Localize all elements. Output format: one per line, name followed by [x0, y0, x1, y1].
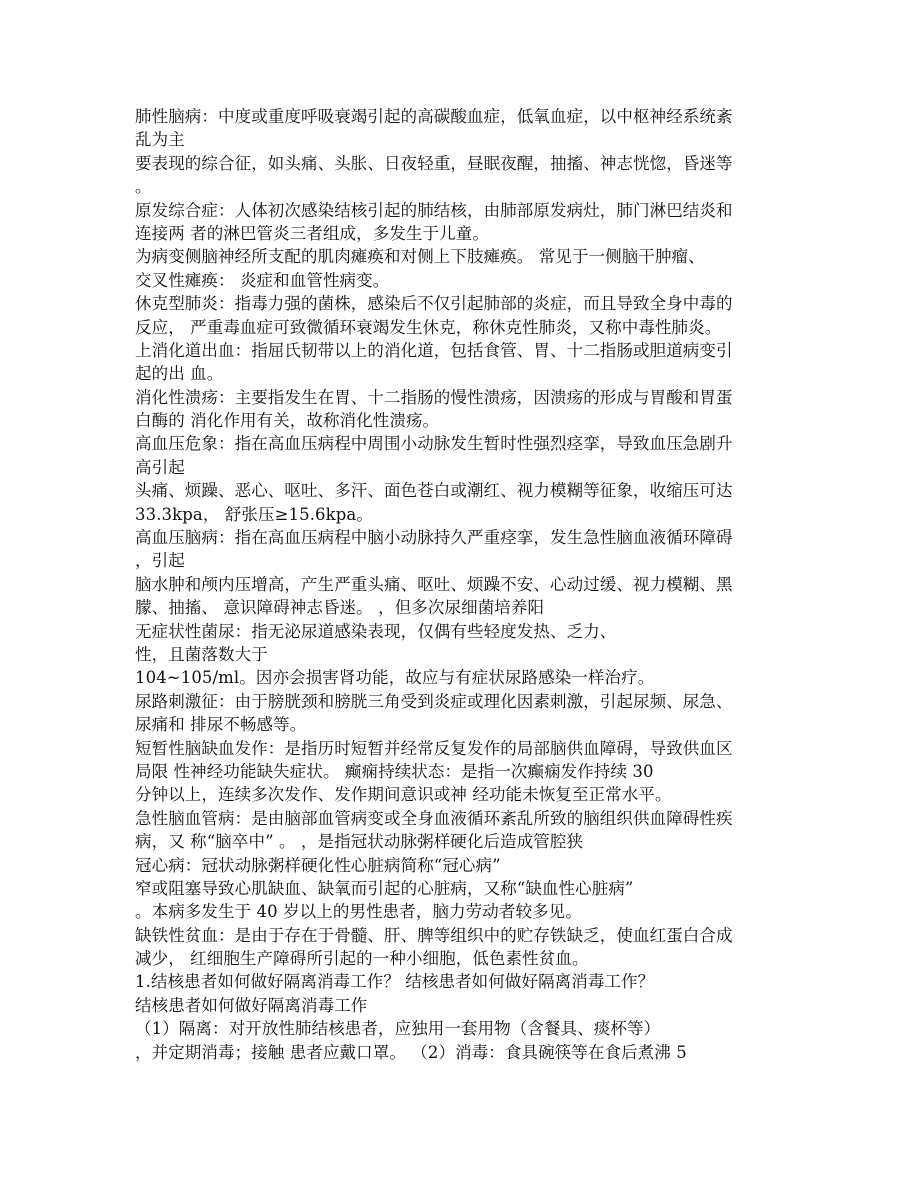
text-line: 高血压脑病：指在高血压病程中脑小动脉持久严重痉挛，发生急性脑血液循环障碍: [135, 528, 733, 548]
text-line: [135, 1064, 795, 1087]
text-line: 高血压危象：指在高血压病程中周围小动脉发生暂时性强烈痉挛，导致血压急剧升: [135, 434, 733, 454]
text-line: 性，且菌落数大于: [135, 644, 268, 664]
text-line: 交叉性瘫痪： 炎症和血管性病变。: [135, 270, 390, 290]
text-line: 冠心病：冠状动脉粥样硬化性心脏病简称“冠心病”: [135, 855, 501, 875]
text-line: 急性脑血管病：是由脑部血管病变或全身血液循环紊乱所致的脑组织供血障碍性疾: [135, 808, 733, 828]
text-line: 缺铁性贫血：是由于存在于骨髓、肝、脾等组织中的贮存铁缺乏，使血红蛋白合成: [135, 925, 733, 945]
text-line: 1.结核患者如何做好隔离消毒工作？ 结核患者如何做好隔离消毒工作？: [135, 972, 655, 992]
text-line: 尿路刺激征：由于膀胱颈和膀胱三角受到炎症或理化因素刺激，引起尿频、尿急、: [135, 691, 733, 711]
text-line: 减少， 红细胞生产障碍所引起的一种小细胞，低色素性贫血。: [135, 949, 589, 969]
text-line: 连接两 者的淋巴管炎三者组成，多发生于儿童。: [135, 223, 489, 243]
text-line: 脑水肿和颅内压增高，产生严重头痛、呕吐、烦躁不安、心动过缓、视力模糊、黑: [135, 574, 733, 594]
text-line: 104~105/ml。因亦会损害肾功能，故应与有症状尿路感染一样治疗。: [135, 668, 655, 688]
text-line: ，并定期消毒；接触 患者应戴口罩。 （2）消毒：食具碗筷等在食后煮沸 5: [135, 1042, 687, 1062]
text-line: ，引起: [135, 551, 185, 571]
text-line: 上消化道出血：指屈氏韧带以上的消化道，包括食管、胃、十二指肠或胆道病变引: [135, 340, 733, 360]
text-line: 。本病多发生于 40 岁以上的男性患者，脑力劳动者较多见。: [135, 902, 582, 922]
text-line: 头痛、烦躁、恶心、呕吐、多汗、面色苍白或潮红、视力模糊等征象，收缩压可达: [135, 481, 733, 501]
text-line: 肺性脑病：中度或重度呼吸衰竭引起的高碳酸血症，低氧血症，以中枢神经系统紊: [135, 107, 733, 126]
text-line: 消化性溃疡：主要指发生在胃、十二指肠的慢性溃疡，因溃疡的形成与胃酸和胃蛋: [135, 387, 733, 407]
text-line: 尿痛和 排尿不畅感等。: [135, 715, 307, 735]
text-line: 为病变侧脑神经所支配的肌肉瘫痪和对侧上下肢瘫痪。 常见于一侧脑干肿瘤、: [135, 247, 705, 267]
text-line: 要表现的综合征，如头痛、头胀、日夜轻重，昼眠夜醒，抽搐、神志恍惚，昏迷等: [135, 153, 733, 173]
document-body: [135, 105, 795, 1087]
text-line: 朦、抽搐、 意识障碍神志昏迷。 ，但多次尿细菌培养阳: [135, 598, 545, 618]
text-line: 无症状性菌尿：指无泌尿道感染表现，仅偶有些轻度发热、乏力、: [135, 621, 617, 641]
text-line: 休克型肺炎：指毒力强的菌株，感染后不仅引起肺部的炎症，而且导致全身中毒的: [135, 294, 733, 314]
text-line: 结核患者如何做好隔离消毒工作: [135, 995, 368, 1015]
text-line: 。: [135, 177, 152, 197]
text-line: 乱为主: [135, 130, 185, 150]
text-line: 短暂性脑缺血发作：是指历时短暂并经常反复发作的局部脑供血障碍，导致供血区: [135, 738, 733, 758]
text-line: 33.3kpa， 舒张压≥15.6kpa。: [135, 504, 373, 524]
text-line: 高引起: [135, 457, 185, 477]
text-line: 窄或阻塞导致心肌缺血、缺氧而引起的心脏病，又称“缺血性心脏病”: [135, 878, 634, 898]
text-line: 白酶的 消化作用有关，故称消化性溃疡。: [135, 411, 440, 431]
text-line: 分钟以上，连续多次发作、发作期间意识或神 经功能未恢复至正常水平。: [135, 785, 672, 805]
text-line: 原发综合症：人体初次感染结核引起的肺结核，由肺部原发病灶，肺门淋巴结炎和: [135, 200, 733, 220]
text-line: 病，又 称“脑卒中” 。 ，是指冠状动脉粥样硬化后造成管腔狭: [135, 832, 584, 852]
text-line: （1）隔离：对开放性肺结核患者，应独用一套用物（含餐具、痰杯等）: [135, 1019, 661, 1039]
text-line: 反应， 严重毒血症可致微循环衰竭发生休克，称休克性肺炎，又称中毒性肺炎。: [135, 317, 722, 337]
text-line: 起的出 血。: [135, 364, 224, 384]
text-line: 局限 性神经功能缺失症状。 癫痫持续状态：是指一次癫痫发作持续 30: [135, 761, 654, 781]
